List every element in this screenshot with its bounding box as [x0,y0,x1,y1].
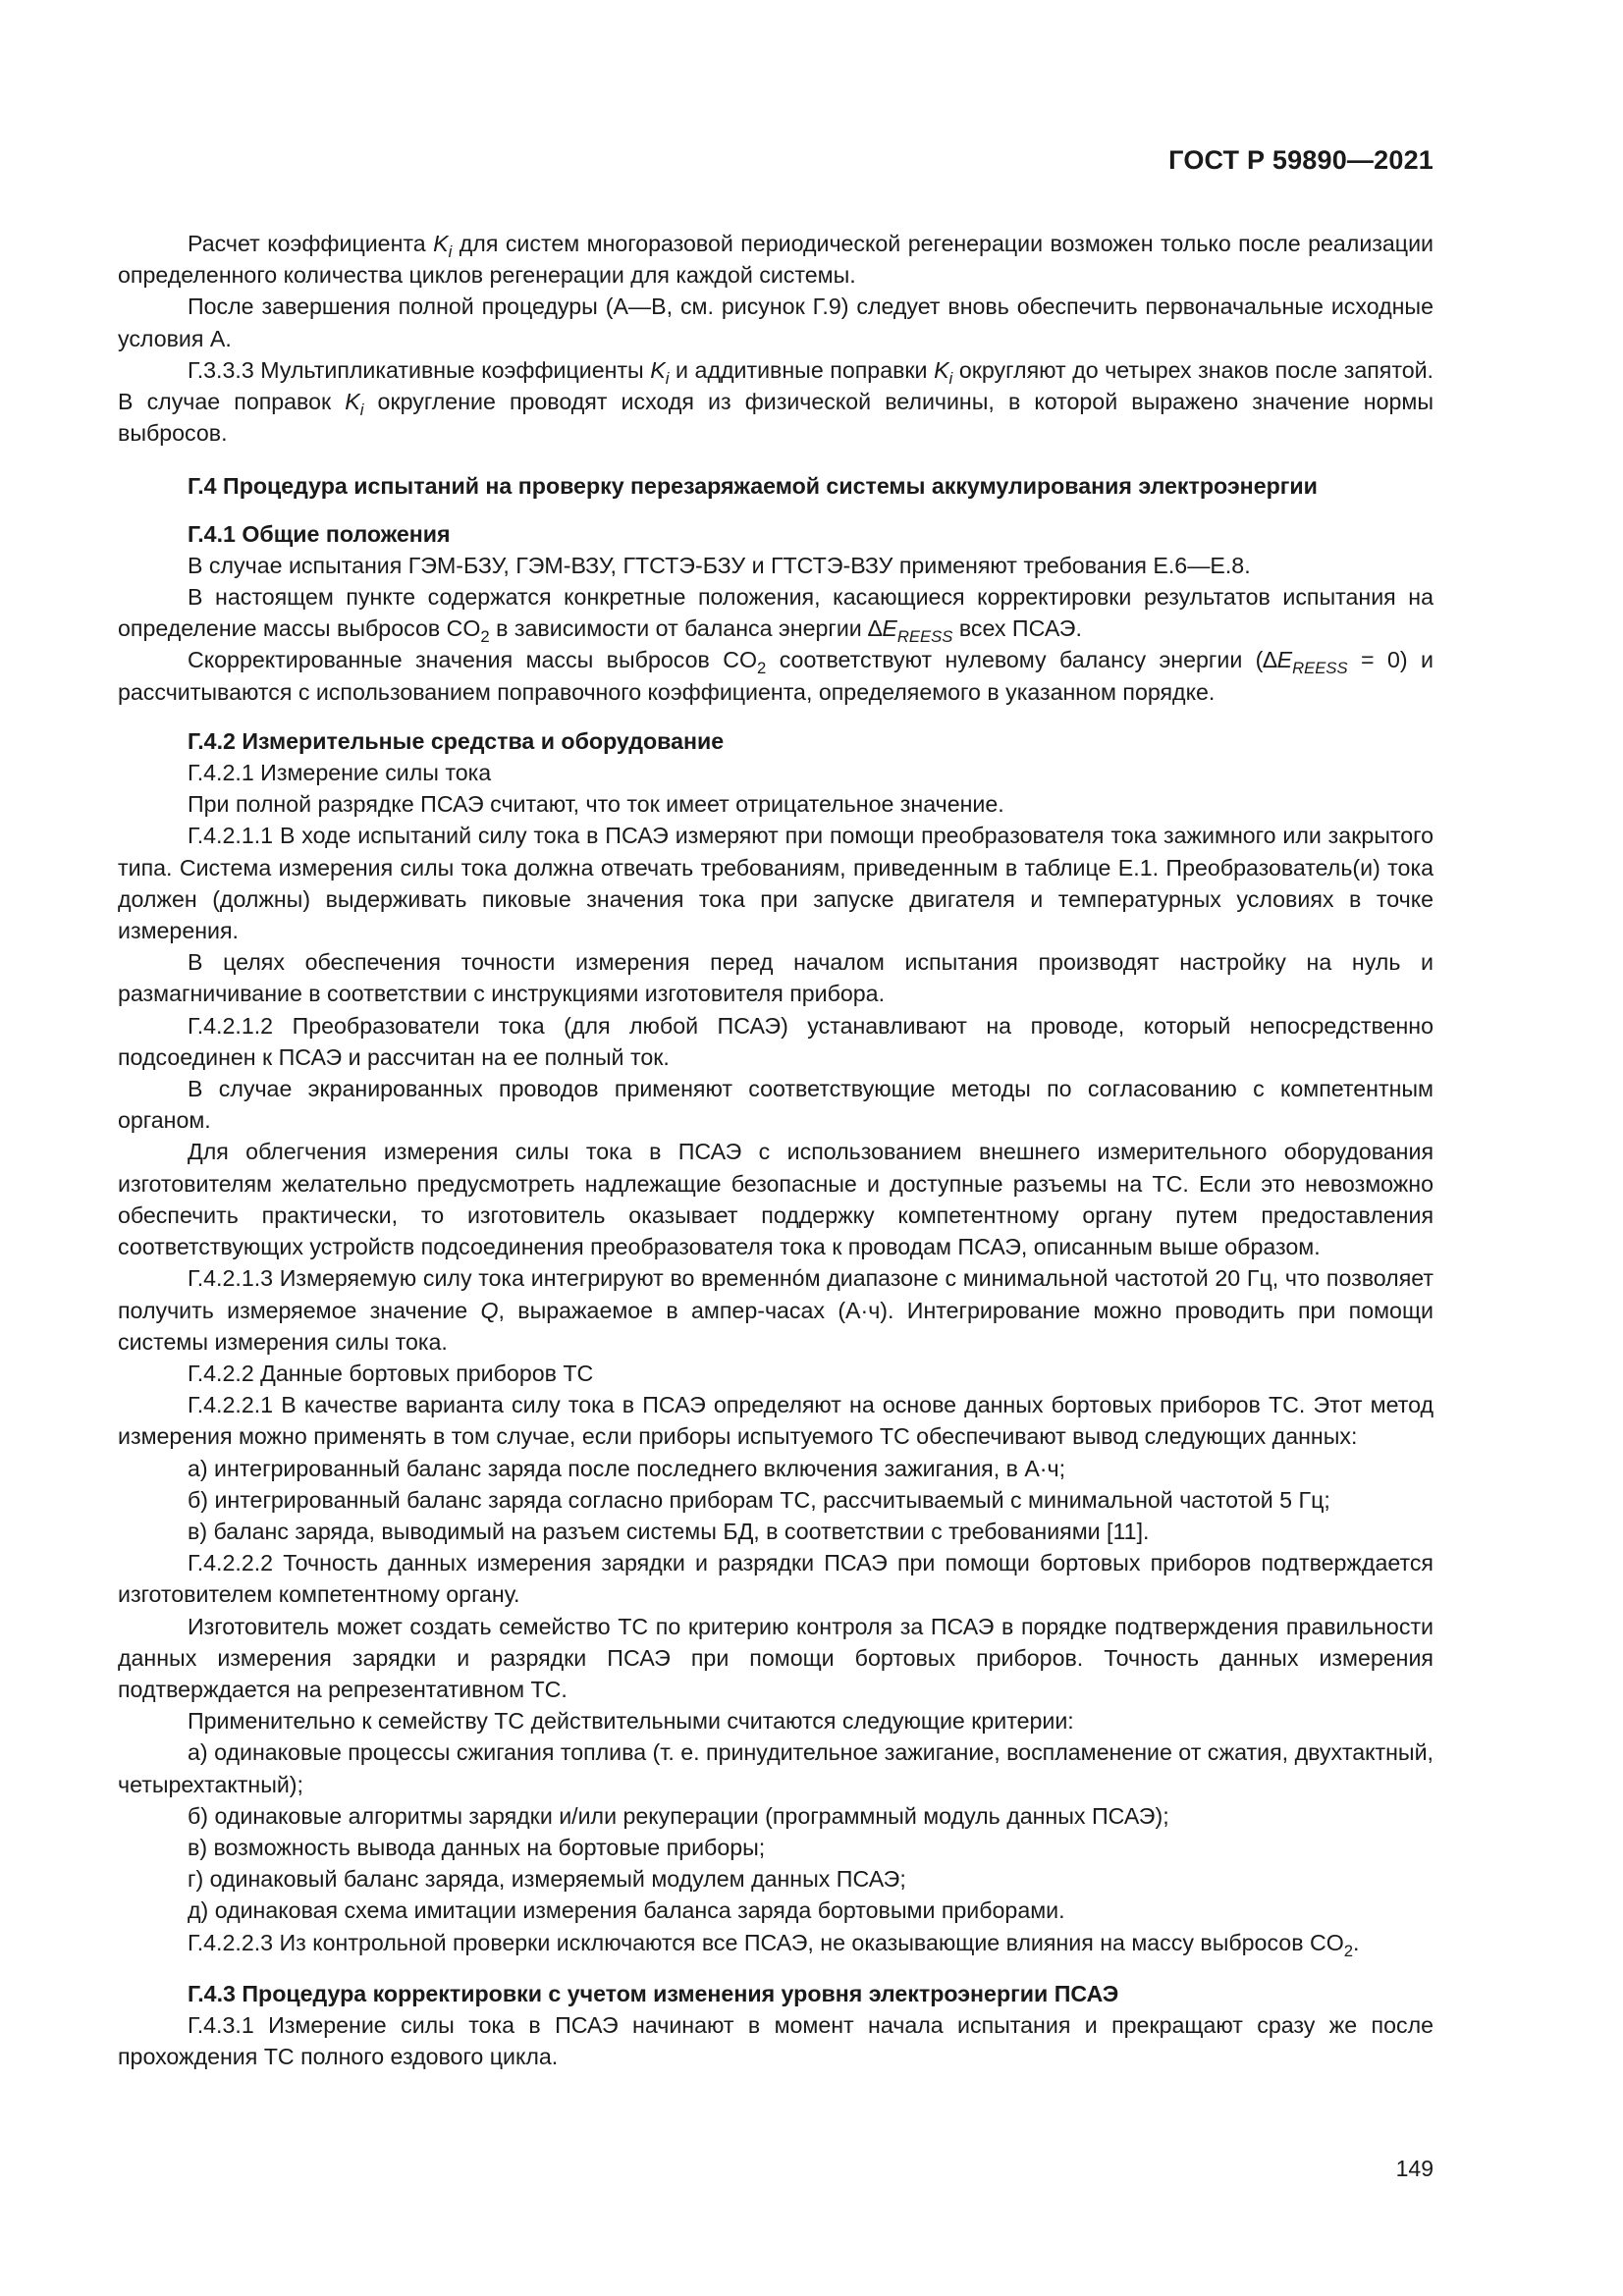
paragraph: После завершения полной процедуры (А—В, см. рисунок Г.9) следует вновь обеспечить первоначальные исходные условия А. [118,294,1434,351]
paragraph: Г.4.2.1.3 Измеряемую силу тока интегрируют во временнóм диапазоне с минимальной частотой 20 Гц, что позволяет получить измеряемое значение Q, выражаемое в ампер-часах (А·ч). Интегрирование можно проводить при помощи системы измерения силы тока. [118,1265,1434,1355]
document-body [118,228,1434,2072]
paragraph: В настоящем пункте содержатся конкретные положения, касающиеся корректировки результатов испытания на определение массы выбросов $CO_2$ в зависимости от баланса энергии $\Delta E_{REESS}$ всех ПСАЭ. [118,584,1434,647]
list-item: в) баланс заряда, выводимый на разъем системы БД, в соответствии с требованиями [11]. [188,1518,1150,1544]
paragraph: Изготовитель может создать семейство ТС по критерию контроля за ПСАЭ в порядке подтверждения правильности данных измерения зарядки и разрядки ПСАЭ при помощи бортовых приборов. Точность данных измерения подтверждается на репрезентативном ТС. [118,1613,1434,1702]
section-heading-g41: Г.4.1 Общие положения [188,520,451,547]
paragraph: Применительно к семейству ТС действительными считаются следующие критерии: [188,1708,1074,1735]
list-item: г) одинаковый баланс заряда, измеряемый модулем данных ПСАЭ; [188,1866,906,1893]
paragraph: Г.3.3.3 Мультипликативные коэффициенты $K_i$ и аддитивные поправки $K_i$ округляют до четырех знаков после запятой. В случае поправок $K_i$ округление проводят исходя из физической величины, в которой выражено значение нормы выбросов. [118,356,1434,447]
list-item: а) интегрированный баланс заряда после последнего включения зажигания, в А·ч; [188,1455,1066,1481]
section-heading-g42: Г.4.2 Измерительные средства и оборудование [188,727,725,754]
paragraph: Г.4.2.1.1 В ходе испытаний силу тока в ПСАЭ измеряют при помощи преобразователя тока зажимного или закрытого типа. Система измерения силы тока должна отвечать требованиям, приведенным в таблице Е.1. Преобразователь(и) тока должен (должны) выдерживать пиковые значения тока при запуске двигателя и температурных условиях в точке измерения. [118,823,1434,944]
paragraph: Г.4.2.2.3 Из контрольной проверки исключаются все ПСАЭ, не оказывающие влияния на массу выбросов $CO_2$. [188,1929,1360,1960]
paragraph: Г.4.3.1 Измерение силы тока в ПСАЭ начинают в момент начала испытания и прекращают сразу же после прохождения ТС полного ездового цикла. [118,2011,1434,2070]
paragraph: Г.4.2.2.2 Точность данных измерения зарядки и разрядки ПСАЭ при помощи бортовых приборов подтверждается изготовителем компетентному органу. [118,1550,1434,1608]
list-item: в) возможность вывода данных на бортовые приборы; [188,1834,766,1860]
list-item: д) одинаковая схема имитации измерения баланса заряда бортовыми приборами. [188,1897,1065,1924]
list-item: б) интегрированный баланс заряда согласно приборам ТС, рассчитываемый с минимальной частотой 5 Гц; [188,1486,1330,1513]
paragraph: Г.4.2.2 Данные бортовых приборов ТС [188,1360,594,1386]
paragraph: Для облегчения измерения силы тока в ПСАЭ с использованием внешнего измерительного оборудования изготовителям желательно предусмотреть надлежащие безопасные и доступные разъемы на ТС. Если это невозможно обеспечить практически, то изготовитель оказывает поддержку компетентному органу путем предоставления соответствующих устройств подсоединения преобразователя тока к проводам ПСАЭ, описанным выше образом. [118,1139,1434,1260]
paragraph: В целях обеспечения точности измерения перед началом испытания производят настройку на нуль и размагничивание в соответствии с инструкциями изготовителя прибора. [118,949,1434,1007]
document-code: ГОСТ Р 59890—2021 [1168,145,1434,175]
paragraph: В случае экранированных проводов применяют соответствующие методы по согласованию с компетентным органом. [118,1076,1434,1134]
paragraph: Г.4.2.2.1 В качестве варианта силу тока в ПСАЭ определяют на основе данных бортовых приборов ТС. Этот метод измерения можно применять в том случае, если приборы испытуемого ТС обеспечивают вывод следующих данных: [118,1392,1434,1450]
paragraph: Скорректированные значения массы выбросов $CO_2$ соответствуют нулевому балансу энергии $(\Delta E_{REESS} = 0)$ и рассчитываются с использованием поправочного коэффициента, определяемого в указанном порядке. [118,647,1434,705]
paragraph: В случае испытания ГЭМ-БЗУ, ГЭМ-ВЗУ, ГТСТЭ-БЗУ и ГТСТЭ-ВЗУ применяют требования Е.6—Е.8. [188,552,1251,578]
paragraph: При полной разрядке ПСАЭ считают, что ток имеет отрицательное значение. [188,791,1004,818]
section-heading-g4: Г.4 Процедура испытаний на проверку перезаряжаемой системы аккумулирования электроэнергии [188,473,1318,500]
list-item: а) одинаковые процессы сжигания топлива (т. е. принудительное зажигание, воспламенение от сжатия, двухтактный, четырехтактный); [118,1739,1434,1797]
paragraph: Г.4.2.1 Измерение силы тока [188,760,492,786]
section-heading-g43: Г.4.3 Процедура корректировки с учетом изменения уровня электроэнергии ПСАЭ [188,1980,1119,2006]
paragraph: Г.4.2.1.2 Преобразователи тока (для любой ПСАЭ) устанавливают на проводе, который непосредственно подсоединен к ПСАЭ и рассчитан на ее полный ток. [118,1012,1434,1070]
paragraph: Расчет коэффициента $K_i$ для систем многоразовой периодической регенерации возможен только после реализации определенного количества циклов регенерации для каждой системы. [118,231,1434,289]
list-item: б) одинаковые алгоритмы зарядки и/или рекуперации (программный модуль данных ПСАЭ); [188,1802,1169,1829]
page-number: 149 [1395,2156,1434,2181]
